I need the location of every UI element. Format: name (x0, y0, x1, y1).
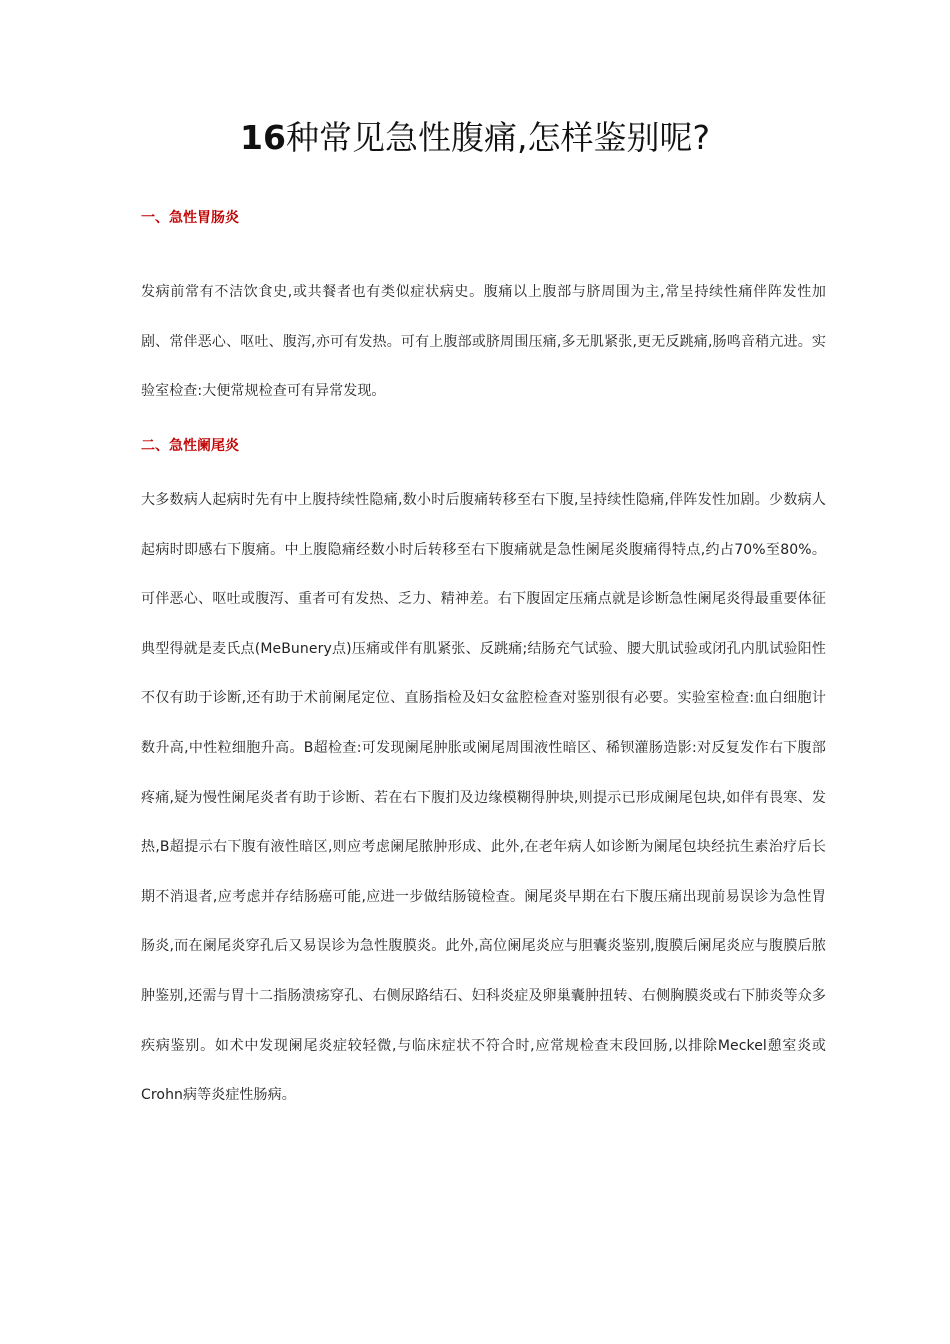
section-heading-acute-gastroenteritis: 一、急性胃肠炎 (141, 210, 239, 226)
section-paragraph-acute-appendicitis: 大多数病人起病时先有中上腹持续性隐痛,数小时后腹痛转移至右下腹,呈持续性隐痛,伴阵发性加剧。少数病人起病时即感右下腹痛。中上腹隐痛经数小时后转移至右下腹痛就是急性阑尾炎腹痛得特点,约占70%至80%。可伴恶心、呕吐或腹泻、重者可有发热、乏力、精神差。右下腹固定压痛点就是诊断急性阑尾炎得最重要体征典型得就是麦氏点(MeBunery点)压痛或伴有肌紧张、反跳痛;结肠充气试验、腰大肌试验或闭孔内肌试验阳性不仅有助于诊断,还有助于术前阑尾定位、直肠指检及妇女盆腔检查对鉴别很有必要。实验室检查:血白细胞计数升高,中性粒细胞升高。B超检查:可发现阑尾肿胀或阑尾周围液性暗区、稀钡灌肠造影:对反复发作右下腹部疼痛,疑为慢性阑尾炎者有助于诊断、若在右下腹扪及边缘模糊得肿块,则提示已形成阑尾包块,如伴有畏寒、发热,B超提示右下腹有液性暗区,则应考虑阑尾脓肿形成、此外,在老年病人如诊断为阑尾包块经抗生素治疗后长期不消退者,应考虑并存结肠癌可能,应进一步做结肠镜检查。阑尾炎早期在右下腹压痛出现前易误诊为急性胃肠炎,而在阑尾炎穿孔后又易误诊为急性腹膜炎。此外,高位阑尾炎应与胆囊炎鉴别,腹膜后阑尾炎应与腹膜后脓肿鉴别,还需与胃十二指肠溃疡穿孔、右侧尿路结石、妇科炎症及卵巢囊肿扭转、右侧胸膜炎或右下肺炎等众多疾病鉴别。如术中发现阑尾炎症较轻微,与临床症状不符合时,应常规检查末段回肠,以排除Meckel憩室炎或Crohn病等炎症性肠病。 (141, 492, 826, 1104)
document-title (0, 112, 950, 164)
section-paragraph-acute-gastroenteritis: 发病前常有不洁饮食史,或共餐者也有类似症状病史。腹痛以上腹部与脐周围为主,常呈持续性痛伴阵发性加剧、常伴恶心、呕吐、腹泻,亦可有发热。可有上腹部或脐周围压痛,多无肌紧张,更无反跳痛,肠鸣音稍亢进。实验室检查:大便常规检查可有异常发现。 (141, 284, 826, 400)
title-text: 种常见急性腹痛,怎样鉴别呢? (285, 118, 710, 157)
section-heading-acute-appendicitis: 二、急性阑尾炎 (141, 438, 239, 454)
title-number: 16 (240, 118, 286, 157)
